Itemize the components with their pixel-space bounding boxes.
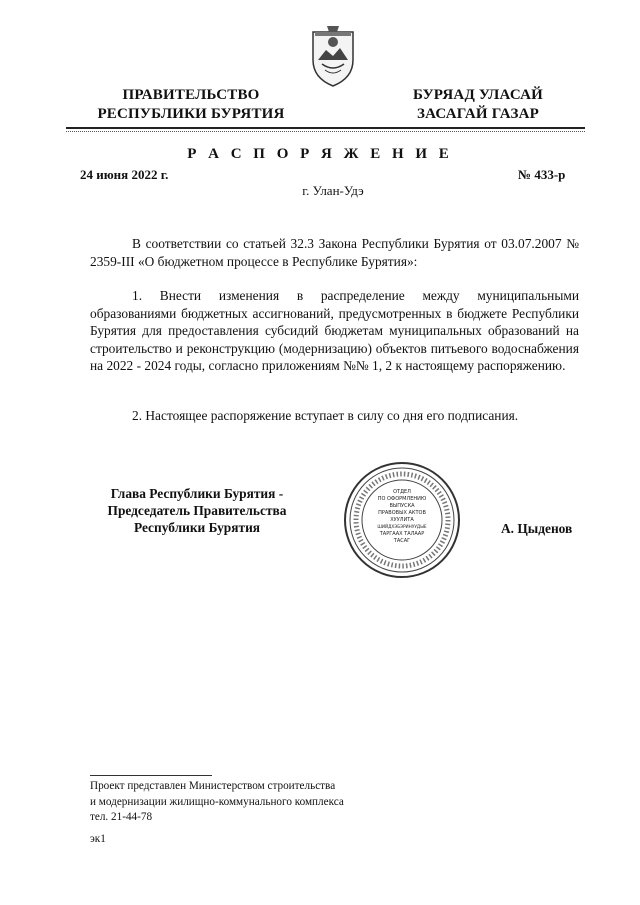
seal-line-5: ХУУЛИТА xyxy=(390,517,414,523)
seal-line-4: ПРАВОВЫХ АКТОВ xyxy=(378,510,426,516)
paragraph-item-2: 2. Настоящее распоряжение вступает в силу со дня его подписания. xyxy=(132,408,519,423)
footnote-line2: и модернизации жилищно-коммунального комплекса xyxy=(90,795,344,808)
seal-line-3: ВЫПУСКА xyxy=(389,503,415,509)
document-city: г. Улан-Удэ xyxy=(302,183,364,198)
header-government-bua xyxy=(396,86,560,124)
paragraph-preamble: В соответствии со статьей 32.3 Закона Республики Бурятия от 03.07.2007 № 2359-III «О бюджетном процессе в Республике Бурятия»: xyxy=(90,236,579,269)
header-right-line2: ЗАСАГАЙ ГАЗАР xyxy=(417,106,539,122)
header-divider xyxy=(66,127,585,129)
header-government-ru xyxy=(84,86,298,124)
signatory-line3: Республики Бурятия xyxy=(133,520,261,535)
official-seal-icon xyxy=(342,460,462,580)
footnote-divider xyxy=(90,775,212,776)
signatory-line2: Председатель Правительства xyxy=(107,503,287,518)
coat-of-arms-icon xyxy=(309,20,357,88)
signatory-title xyxy=(84,485,310,536)
footnote xyxy=(90,779,344,826)
document-code: эк1 xyxy=(90,833,106,845)
paragraph-item-1: 1. Внести изменения в распределение между муниципальными образованиями бюджетных ассигнований, предусмотренных в бюджете Республики Бурятия для предоставления субсидий бюджетам муниципальных образований на строительство и реконструкцию (модернизацию) объектов питьевого водоснабжения на 2022 - 2024 годы, согласно приложениям №№ 1, 2 к настоящему распоряжению. xyxy=(90,288,579,374)
signatory-line1: Глава Республики Бурятия - xyxy=(110,486,284,501)
seal-line-6: ШИЙДХЭБЭРИНУУДЫЕ xyxy=(377,524,427,529)
header-right-line1: БУРЯАД УЛАСАЙ xyxy=(412,87,544,103)
document-title: Р А С П О Р Я Ж Е Н И Е xyxy=(187,146,453,162)
header-left-line2: РЕСПУБЛИКИ БУРЯТИЯ xyxy=(97,106,285,122)
seal-line-8: ТАСАГ xyxy=(393,538,411,544)
footnote-phone: тел. 21-44-78 xyxy=(90,811,153,824)
document-date: 24 июня 2022 г. xyxy=(80,167,169,182)
footnote-line1: Проект представлен Министерством строительства xyxy=(90,780,336,792)
seal-line-1: ОТДЕЛ xyxy=(393,489,411,495)
seal-line-2: ПО ОФОРМЛЕНИЮ xyxy=(377,496,427,502)
signatory-name: А. Цыденов xyxy=(501,521,573,536)
header-divider-dotted xyxy=(66,131,585,132)
document-number: № 433-р xyxy=(518,167,566,182)
header-left-line1: ПРАВИТЕЛЬСТВО xyxy=(122,87,260,103)
seal-line-7: ТАРГААХ ТАЛААР xyxy=(379,531,425,537)
